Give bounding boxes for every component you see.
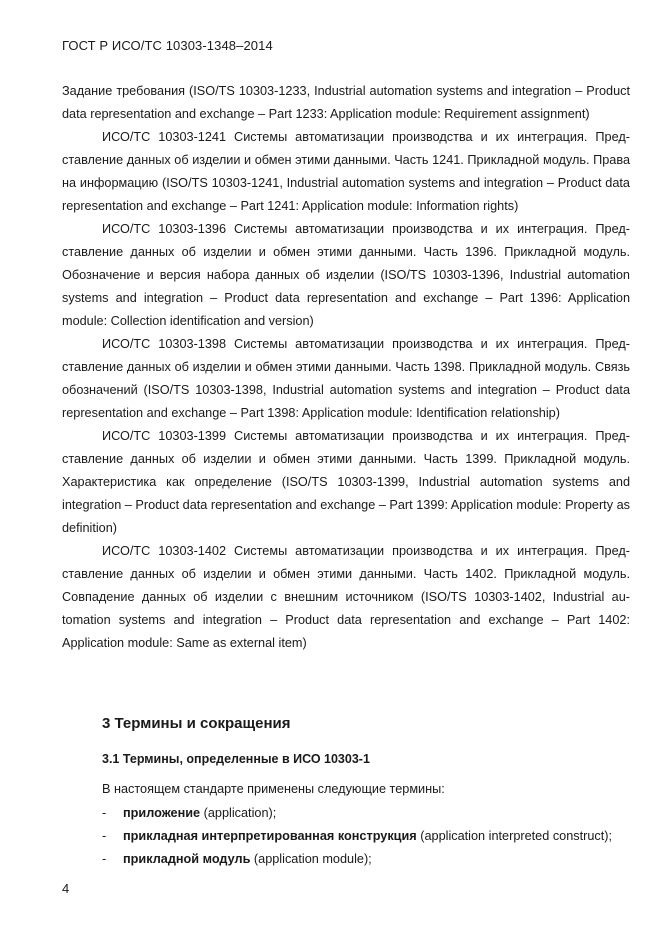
terms-intro: В настоящем стандарте применены следующие термины: (102, 782, 445, 796)
body-text (62, 80, 630, 655)
list-dash: - (102, 829, 107, 843)
term-name: прикладной модуль (123, 852, 251, 866)
section-heading: 3 Термины и сокращения (102, 715, 291, 732)
term-english: (application module); (250, 852, 372, 866)
term-name: приложение (123, 806, 201, 820)
paragraph: ИСО/ТС 10303-1398 Системы автоматизации производства и их интеграция. Представление данных об изделии и обмен этими данными. Часть 1398. Прикладной модуль. Связь обозначений (ISO/TS 10303-1398, Industrial automation systems and integration – Product data representation and exchange – Part 1398: Application module: Identification relationship) (62, 337, 630, 420)
terms-list (102, 802, 612, 871)
term-english: (application interpreted construct); (416, 829, 613, 843)
paragraph: Задание требования (ISO/TS 10303-1233, Industrial automation systems and integration – Product data representation and exchange – Part 1233: Application module: Requirement assignment) (62, 84, 630, 121)
term-name: прикладная интерпретированная конструкция (123, 829, 417, 843)
document-header: ГОСТ Р ИСО/ТС 10303-1348–2014 (62, 38, 273, 53)
subsection-heading: 3.1 Термины, определенные в ИСО 10303-1 (102, 752, 370, 766)
term-item (102, 825, 612, 848)
paragraph: ИСО/ТС 10303-1241 Системы автоматизации производства и их интеграция. Представление данных об изделии и обмен этими данными. Часть 1241. Прикладной модуль. Права на информацию (ISO/TS 10303-1241, Industrial automation systems and integration – Product data representation and exchange – Part 1241: Application module: Information rights) (62, 130, 630, 213)
paragraph: ИСО/ТС 10303-1396 Системы автоматизации производства и их интеграция. Представление данных об изделии и обмен этими данными. Часть 1396. Прикладной модуль. Обозначение и версия набора данных об изделии (ISO/TS 10303-1396, Industrial automation systems and integration – Product data representation and exchange – Part 1396: Application module: Collection identification and version) (62, 222, 630, 328)
term-item (102, 802, 612, 825)
term-english: (application); (200, 806, 277, 820)
list-dash: - (102, 852, 107, 866)
list-dash: - (102, 806, 107, 820)
paragraph: ИСО/ТС 10303-1399 Системы автоматизации производства и их интеграция. Представление данных об изделии и обмен этими данными. Часть 1399. Прикладной модуль. Характеристика как определение (ISO/TS 10303-1399, Industrial automation systems and integration – Product data representation and exchange – Part 1399: Application module: Property as definition) (62, 429, 630, 535)
page-number: 4 (62, 881, 70, 896)
paragraph: ИСО/ТС 10303-1402 Системы автоматизации производства и их интеграция. Представление данных об изделии и обмен этими данными. Часть 1402. Прикладной модуль. Совпадение данных об изделии с внешним источником (ISO/TS 10303-1402, Industrial automation systems and integration – Product data representation and exchange – Part 1402: Application module: Same as external item) (62, 544, 630, 650)
term-item (102, 848, 612, 871)
